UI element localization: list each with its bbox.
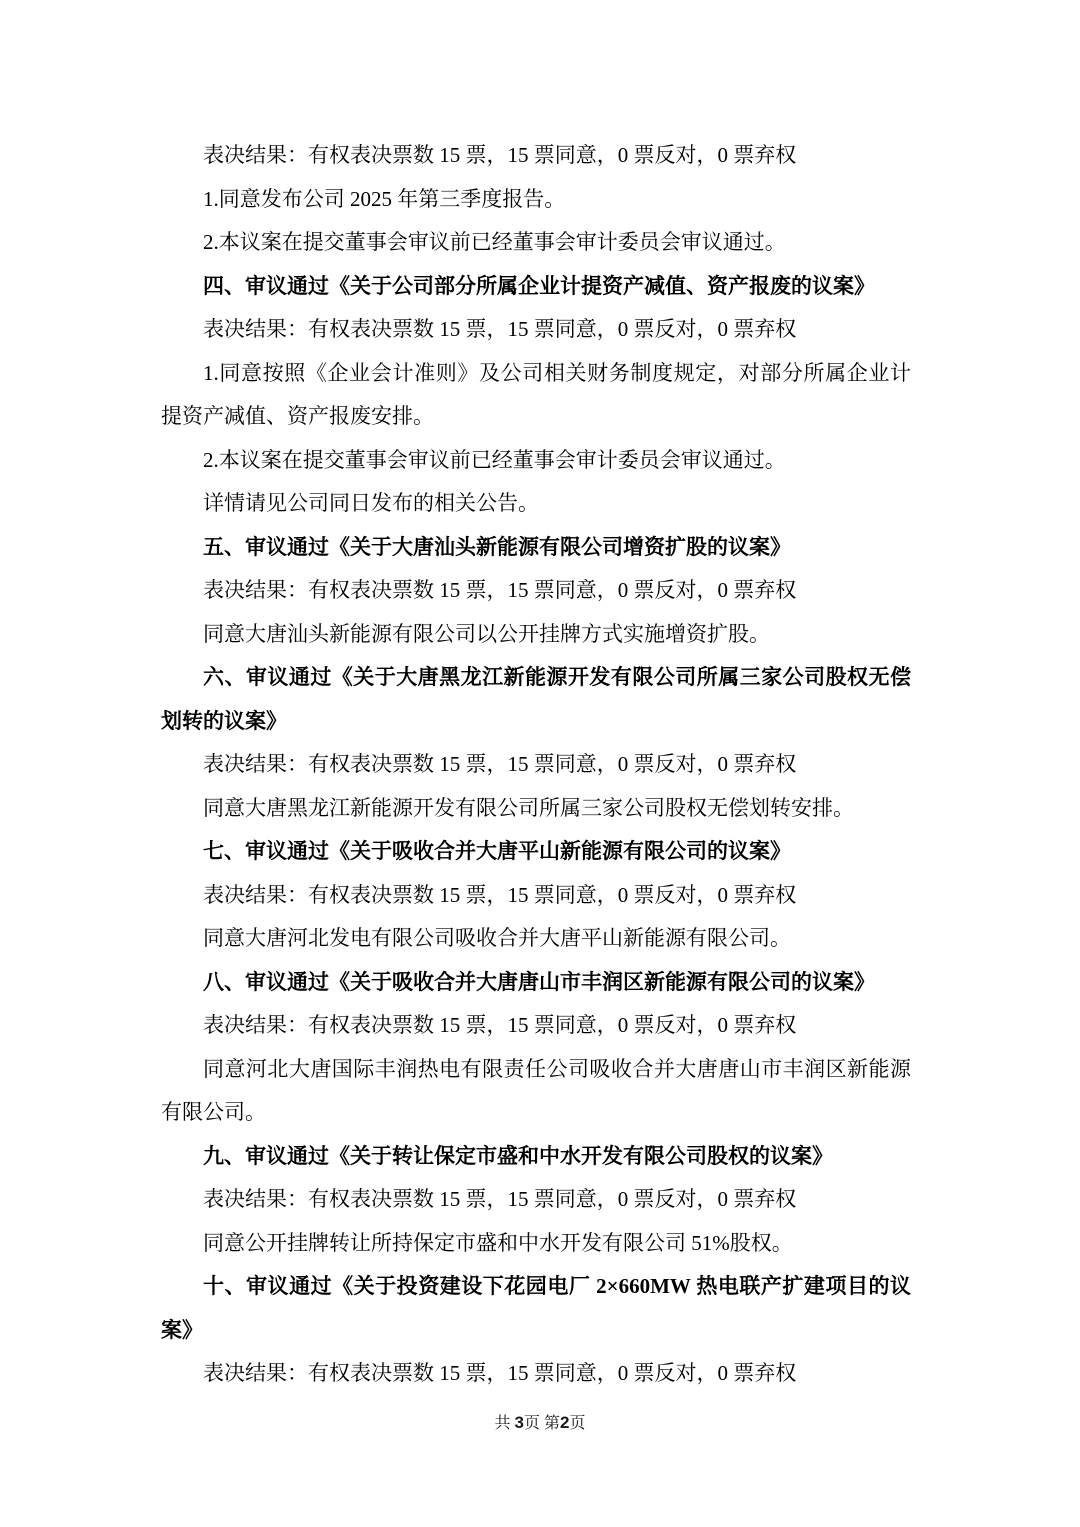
agenda-item-4-heading: 四、审议通过《关于公司部分所属企业计提资产减值、资产报废的议案》 (203, 273, 875, 298)
item4-point-1: 1.同意按照《企业会计准则》及公司相关财务制度规定，对部分所属企业计提资产减值、资产报废安排。 (161, 360, 911, 428)
item8-resolution: 同意河北大唐国际丰润热电有限责任公司吸收合并大唐唐山市丰润区新能源有限公司。 (161, 1056, 911, 1124)
vote-result-item10: 表决结果：有权表决票数 15 票，15 票同意，0 票反对，0 票弃权 (203, 1361, 797, 1385)
agenda-item-5-heading: 五、审议通过《关于大唐汕头新能源有限公司增资扩股的议案》 (203, 534, 791, 559)
item9-resolution: 同意公开挂牌转让所持保定市盛和中水开发有限公司 51%股权。 (203, 1230, 793, 1255)
agenda-item-10-heading: 十、审议通过《关于投资建设下花园电厂 2×660MW 热电联产扩建项目的议案》 (161, 1274, 911, 1342)
item3-point-2: 2.本议案在提交董事会审议前已经董事会审计委员会审议通过。 (203, 230, 786, 254)
vote-result-item8: 表决结果：有权表决票数 15 票，15 票同意，0 票反对，0 票弃权 (203, 1013, 797, 1037)
item6-resolution: 同意大唐黑龙江新能源开发有限公司所属三家公司股权无偿划转安排。 (203, 795, 854, 820)
document-body (161, 134, 911, 1396)
item4-point-2: 2.本议案在提交董事会审议前已经董事会审计委员会审议通过。 (203, 447, 786, 472)
vote-result-item4: 表决结果：有权表决票数 15 票，15 票同意，0 票反对，0 票弃权 (203, 317, 797, 341)
vote-result-item9: 表决结果：有权表决票数 15 票，15 票同意，0 票反对，0 票弃权 (203, 1187, 797, 1211)
agenda-item-8-heading: 八、审议通过《关于吸收合并大唐唐山市丰润区新能源有限公司的议案》 (203, 969, 875, 994)
footer-suffix: 页 (569, 1415, 586, 1432)
item3-point-1: 1.同意发布公司 2025 年第三季度报告。 (203, 186, 566, 211)
agenda-item-6-heading: 六、审议通过《关于大唐黑龙江新能源开发有限公司所属三家公司股权无偿划转的议案》 (161, 665, 911, 733)
vote-result-item5: 表决结果：有权表决票数 15 票，15 票同意，0 票反对，0 票弃权 (203, 578, 797, 602)
item7-resolution: 同意大唐河北发电有限公司吸收合并大唐平山新能源有限公司。 (203, 926, 791, 950)
agenda-item-9-heading: 九、审议通过《关于转让保定市盛和中水开发有限公司股权的议案》 (203, 1143, 833, 1168)
footer-middle: 页 第 (523, 1415, 560, 1432)
footer-current-page: 2 (560, 1413, 570, 1432)
item4-detail-note: 详情请见公司同日发布的相关公告。 (203, 491, 539, 515)
item5-resolution: 同意大唐汕头新能源有限公司以公开挂牌方式实施增资扩股。 (203, 621, 770, 646)
footer-prefix: 共 (494, 1415, 515, 1432)
vote-result-item3: 表决结果：有权表决票数 15 票，15 票同意，0 票反对，0 票弃权 (203, 143, 797, 167)
footer-total-pages: 3 (514, 1413, 524, 1432)
agenda-item-7-heading: 七、审议通过《关于吸收合并大唐平山新能源有限公司的议案》 (203, 839, 791, 863)
page-footer (0, 1412, 1080, 1435)
vote-result-item7: 表决结果：有权表决票数 15 票，15 票同意，0 票反对，0 票弃权 (203, 882, 797, 907)
vote-result-item6: 表决结果：有权表决票数 15 票，15 票同意，0 票反对，0 票弃权 (203, 752, 797, 776)
